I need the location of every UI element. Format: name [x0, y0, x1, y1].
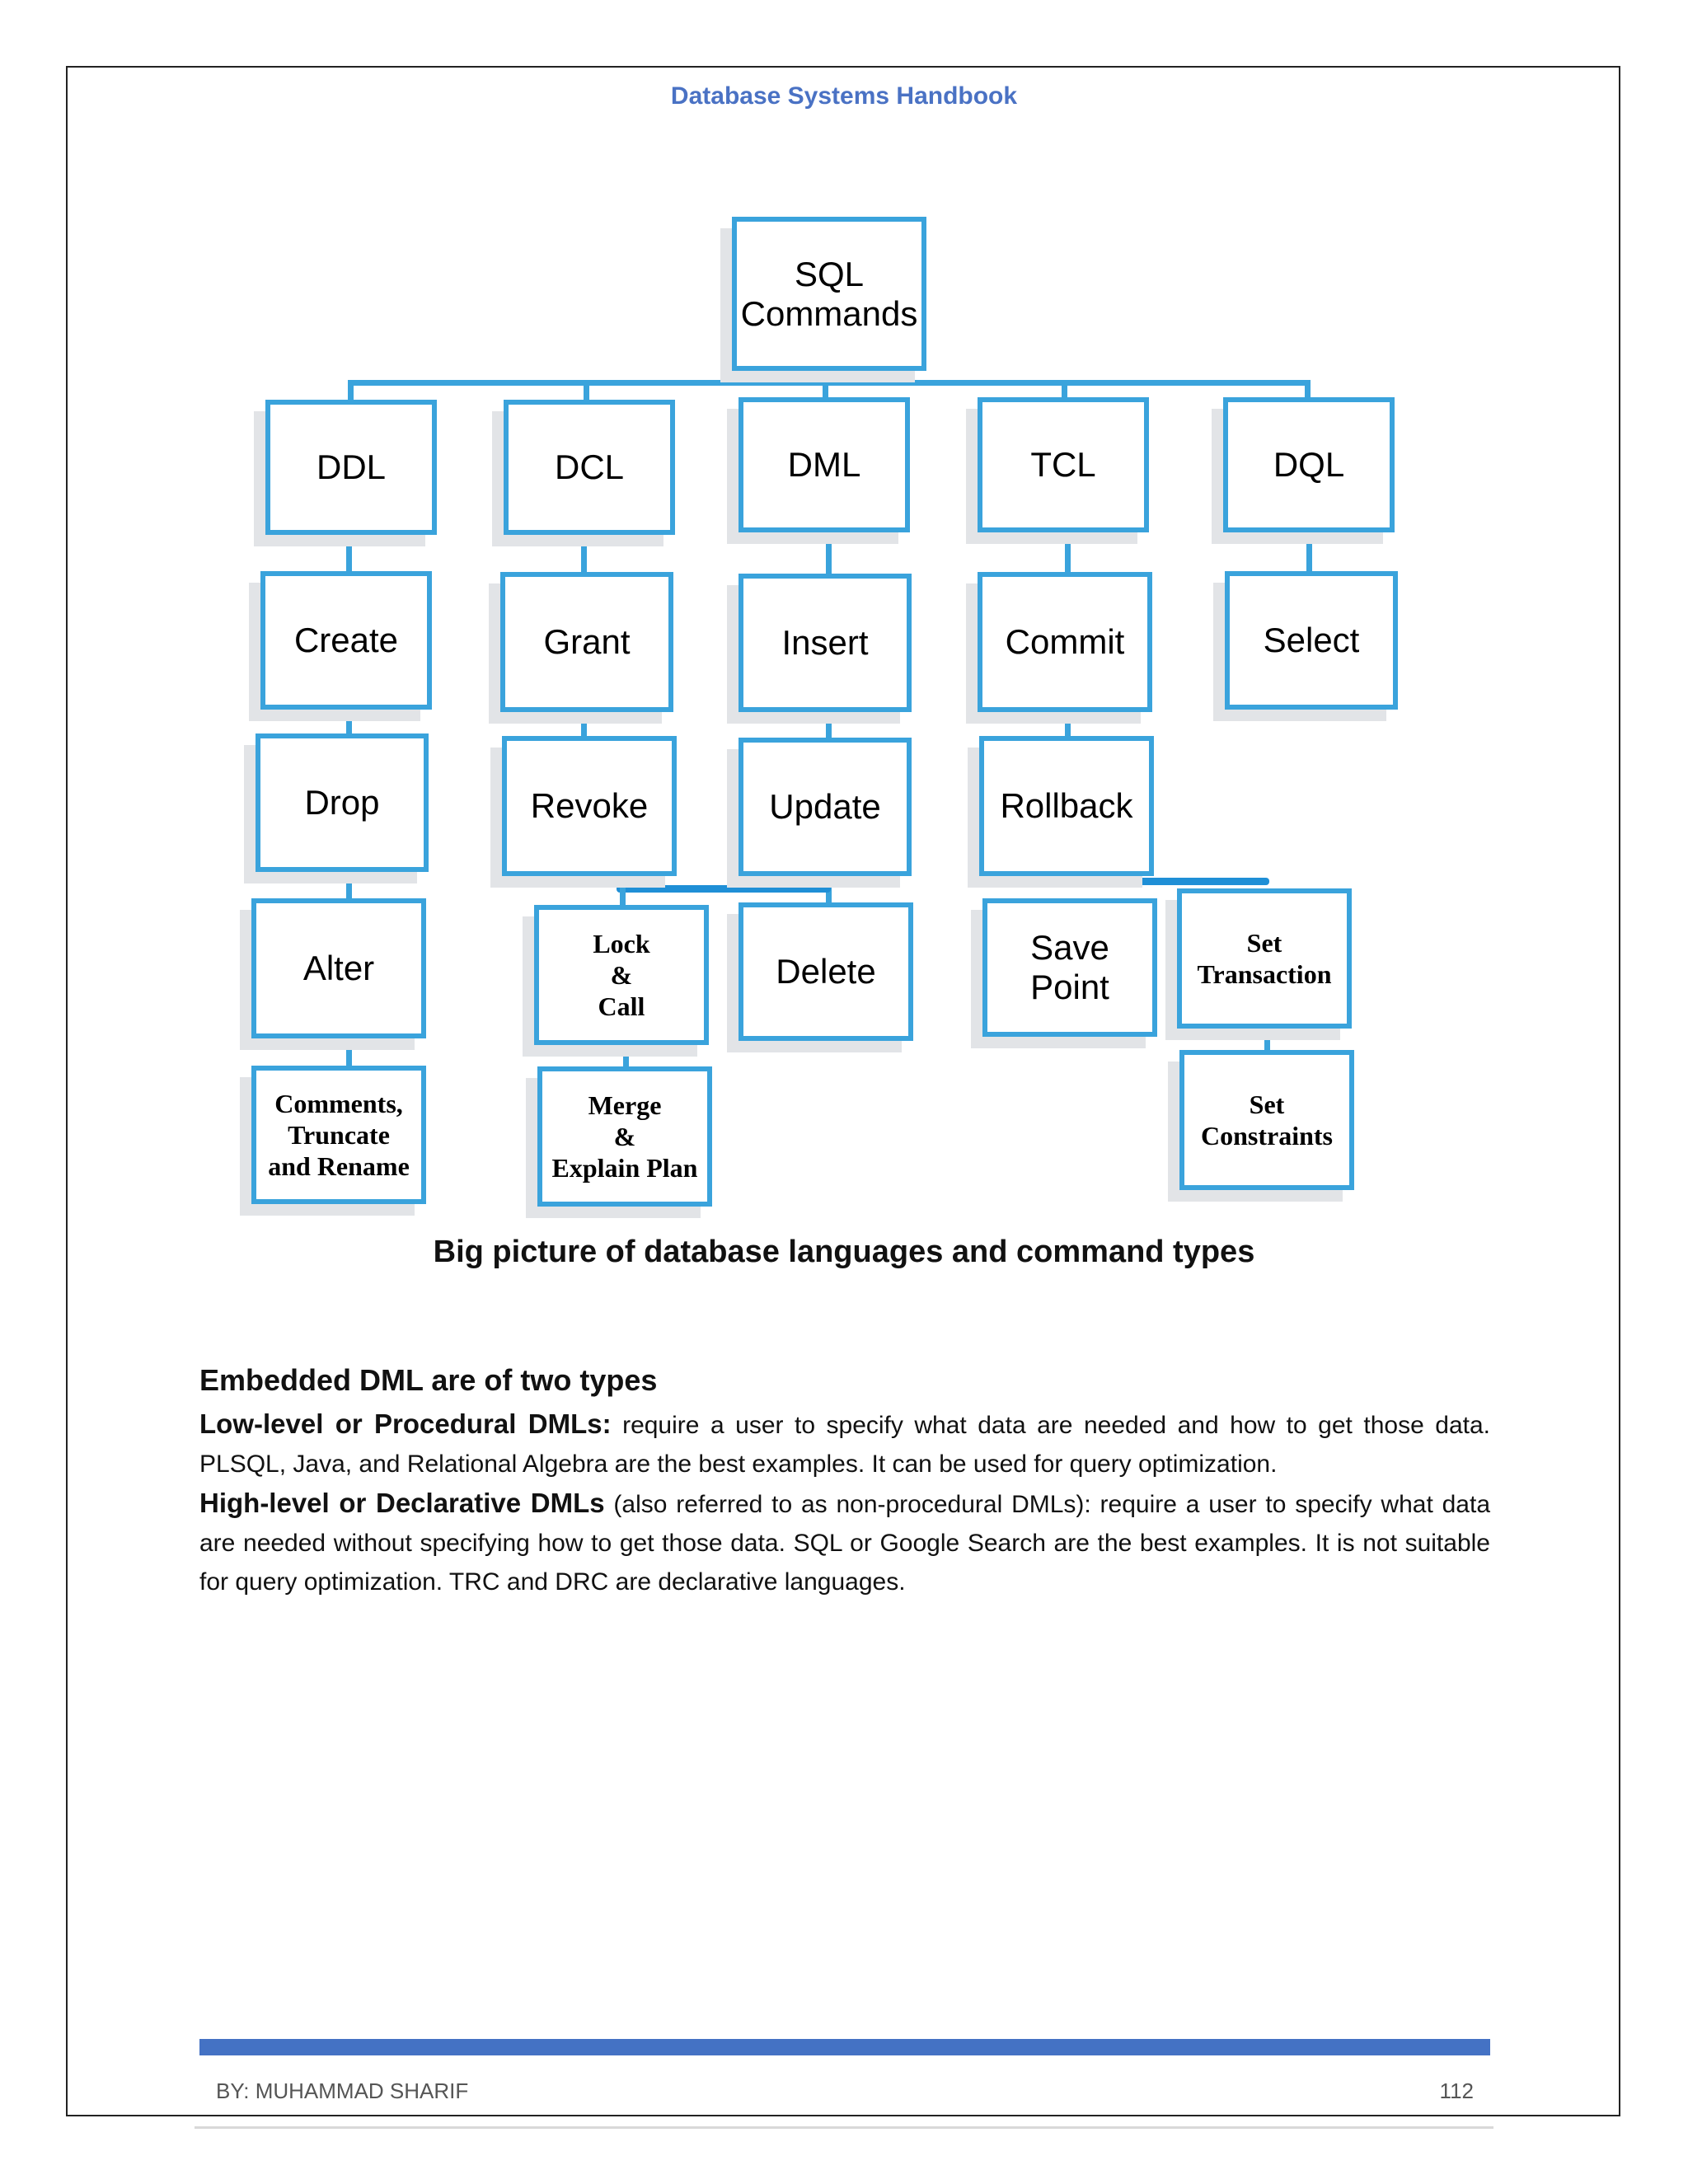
embedded-dml-section	[199, 1360, 1490, 1601]
page-number: 112	[1439, 2079, 1474, 2103]
footer-divider	[195, 2126, 1493, 2129]
node-dml: DML	[738, 397, 910, 532]
node-drop: Drop	[256, 733, 429, 872]
node-insert: Insert	[738, 574, 912, 712]
node-dql: DQL	[1223, 397, 1395, 532]
paragraph-high-level	[199, 1483, 1490, 1601]
node-merge-explain-plan: Merge & Explain Plan	[537, 1066, 712, 1207]
connector-dql-chain	[1306, 532, 1312, 573]
node-set-transaction: Set Transaction	[1177, 888, 1352, 1029]
node-select: Select	[1225, 571, 1398, 710]
footer-bar	[199, 2039, 1490, 2055]
text-high-level: (also referred to as non-procedural DMLs): require a user to specify what data are needed without specifying how to get those data. SQL or Google Search are the best examples. It is not suitable for query optimization. TRC and DRC are declarative languages.	[199, 1491, 1491, 1596]
node-ddl: DDL	[265, 400, 437, 535]
figure-caption: Big picture of database languages and command types	[433, 1235, 1255, 1269]
node-save-point: Save Point	[982, 898, 1157, 1037]
term-high-level: High-level or Declarative DMLs	[199, 1488, 605, 1518]
connector-tcl-branch	[1065, 878, 1269, 885]
text-low-level: require a user to specify what data are needed and how to get those data. PLSQL, Java, and Relational Algebra are the best examples. It can be used for query optimization.	[199, 1412, 1490, 1478]
node-commit: Commit	[978, 572, 1152, 712]
node-dcl: DCL	[504, 400, 675, 535]
node-tcl: TCL	[978, 397, 1149, 532]
node-delete: Delete	[738, 902, 913, 1041]
node-set-constraints: Set Constraints	[1179, 1050, 1354, 1190]
footer-author: BY: MUHAMMAD SHARIF	[216, 2079, 469, 2103]
node-grant: Grant	[500, 572, 673, 712]
section-heading: Embedded DML are of two types	[199, 1363, 658, 1397]
connector-dcl-branch	[617, 885, 831, 893]
node-update: Update	[738, 738, 912, 876]
node-sql-commands: SQL Commands	[732, 217, 926, 371]
paragraph-low-level	[199, 1404, 1490, 1483]
node-comments-truncate-rename: Comments, Truncate and Rename	[251, 1066, 426, 1204]
term-low-level: Low-level or Procedural DMLs:	[199, 1408, 612, 1439]
node-lock-call: Lock & Call	[534, 905, 709, 1045]
connector-horizontal-main	[348, 380, 1311, 386]
node-revoke: Revoke	[502, 736, 677, 876]
node-rollback: Rollback	[979, 736, 1154, 876]
running-header: Database Systems Handbook	[670, 82, 1018, 110]
node-create: Create	[260, 571, 432, 710]
node-alter: Alter	[251, 898, 426, 1038]
